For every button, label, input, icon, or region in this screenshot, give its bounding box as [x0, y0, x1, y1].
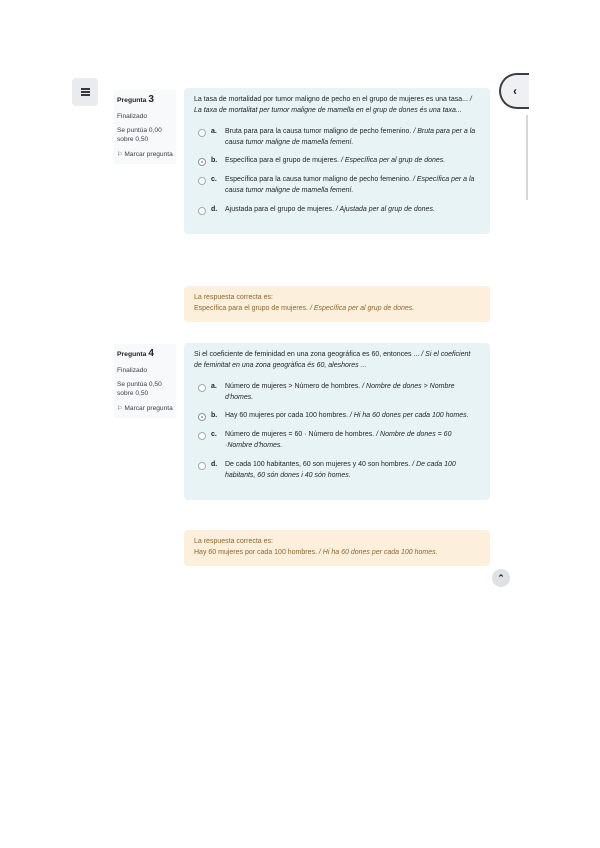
flag-question-label: Marcar pregunta — [124, 151, 173, 159]
question-content-3 — [184, 88, 490, 234]
answer-option-c[interactable]: c. Número de mujeres = 60 · Número de hombres. / Nombre de dones = 60 ·Nombre d'homes. — [194, 430, 480, 452]
question-text: Si el coeficiente de feminidad en una zona geográfica es 60, entonces ... / Si el coeficient de feminitat en una zona geogràfica és 60, aleshores ... — [194, 351, 471, 369]
flag-question-link[interactable] — [117, 405, 173, 414]
drawer-toggle-button[interactable] — [72, 78, 98, 106]
question-score: Se puntúa 0,50 sobre 0,50 — [117, 381, 162, 398]
radio-button[interactable] — [198, 432, 206, 440]
question-state: Finalizado — [117, 112, 148, 120]
question-text: La tasa de mortalidad por tumor maligno de pecho en el grupo de mujeres es una tasa... / La taxa de mortalitat per tumor maligne de mamella en el grup de dones és una taxa... — [194, 96, 472, 114]
radio-button[interactable] — [198, 129, 206, 137]
question-number: Pregunta 3 — [117, 94, 154, 105]
radio-button[interactable] — [198, 177, 206, 185]
answer-option-b[interactable]: b. Específica para el grupo de mujeres. / Específica per al grup de dones. — [194, 156, 480, 167]
radio-button-selected[interactable] — [198, 413, 206, 421]
flag-question-label: Marcar pregunta — [124, 405, 173, 413]
chevron-up-icon: ⌃ — [497, 572, 505, 583]
radio-button[interactable] — [198, 207, 206, 215]
answer-option-c[interactable]: c. Específica para la causa tumor maligno de pecho femenino. / Específica per a la causa tumor maligne de mamella femení. — [194, 175, 480, 197]
feedback-answer: Hay 60 mujeres por cada 100 hombres. / Hi ha 60 dones per cada 100 homes. — [194, 548, 438, 556]
feedback-title: La respuesta correcta es: — [194, 294, 273, 301]
question-state: Finalizado — [117, 366, 148, 374]
feedback-title: La respuesta correcta es: — [194, 538, 273, 545]
flag-icon: ⚐ — [117, 406, 123, 413]
answer-option-a[interactable]: a. Número de mujeres > Número de hombres. / Nombre de dones > Nombre d'homes. — [194, 382, 480, 404]
scrollbar[interactable] — [526, 115, 528, 200]
back-to-top-button[interactable] — [492, 569, 510, 587]
answer-option-b[interactable]: b. Hay 60 mujeres por cada 100 hombres. / Hi ha 60 dones per cada 100 homes. — [194, 411, 480, 422]
chevron-left-icon: ‹ — [513, 84, 517, 98]
question-info-4 — [114, 344, 176, 418]
question-index-toggle[interactable] — [499, 73, 529, 109]
correct-answer-feedback-4 — [184, 530, 490, 566]
radio-button[interactable] — [198, 462, 206, 470]
radio-button-selected[interactable] — [198, 158, 206, 166]
radio-button[interactable] — [198, 384, 206, 392]
flag-icon: ⚐ — [117, 152, 123, 159]
question-content-4 — [184, 343, 490, 500]
question-number: Pregunta 4 — [117, 348, 154, 359]
answer-option-d[interactable]: d. Ajustada para el grupo de mujeres. / Ajustada per al grup de dones. — [194, 205, 480, 216]
feedback-answer: Específica para el grupo de mujeres. / Específica per al grup de dones. — [194, 304, 415, 312]
correct-answer-feedback-3 — [184, 286, 490, 322]
hamburger-icon — [81, 88, 90, 96]
answer-option-d[interactable]: d. De cada 100 habitantes, 60 son mujeres y 40 son hombres. / De cada 100 habitants, 60 són dones i 40 són homes. — [194, 460, 480, 482]
answer-option-a[interactable]: a. Bruta para para la causa tumor maligno de pecho femenino. / Bruta para per a la causa tumor maligne de mamella femení. — [194, 127, 480, 149]
question-score: Se puntúa 0,00 sobre 0,50 — [117, 127, 162, 144]
question-info-3 — [114, 90, 176, 164]
flag-question-link[interactable] — [117, 151, 173, 160]
